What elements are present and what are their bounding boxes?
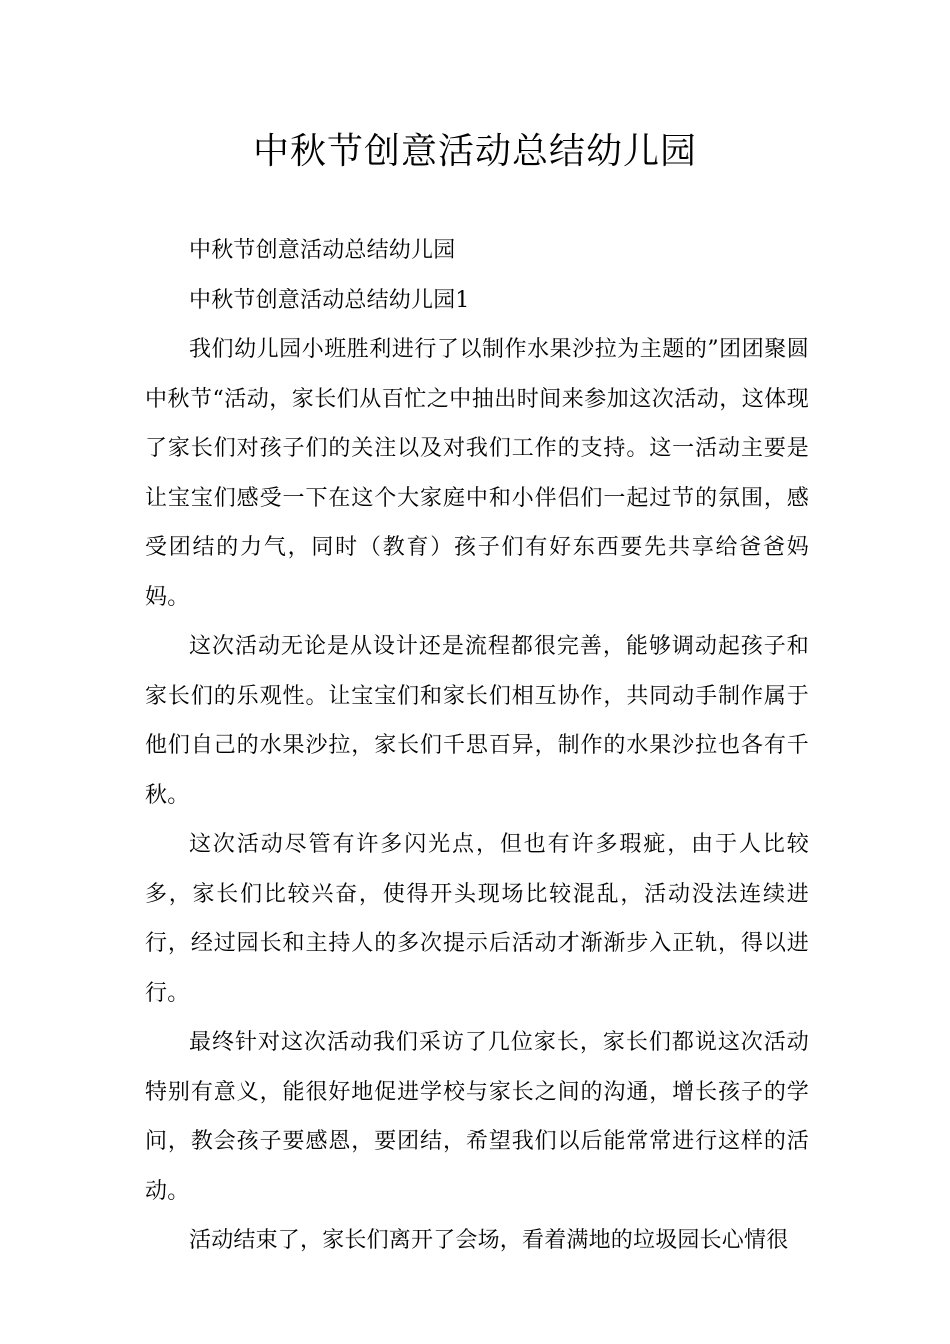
paragraph: 这次活动无论是从设计还是流程都很完善，能够调动起孩子和家长们的乐观性。让宝宝们和家长们相互协作，共同动手制作属于他们自己的水果沙拉，家长们千思百异，制作的水果沙拉也各有千秋。 <box>145 634 809 808</box>
paragraph-subtitle: 中秋节创意活动总结幼儿园 <box>189 238 456 263</box>
paragraph: 活动结束了，家长们离开了会场，看着满地的垃圾园长心情很 <box>189 1228 789 1253</box>
paragraph: 这次活动尽管有许多闪光点，但也有许多瑕疵，由于人比较多，家长们比较兴奋，使得开头现场比较混乱，活动没法连续进行，经过园长和主持人的多次提示后活动才渐渐步入正轨，得以进行。 <box>145 832 809 1006</box>
paragraph-section-heading: 中秋节创意活动总结幼儿园1 <box>189 287 470 313</box>
paragraph: 我们幼儿园小班胜利进行了以制作水果沙拉为主题的”团团聚圆中秋节“活动，家长们从百忙之中抽出时间来参加这次活动，这体现了家长们对孩子们的关注以及对我们工作的支持。这一活动主要是让宝宝们感受一下在这个大家庭中和小伴侣们一起过节的氛围，感受团结的力气，同时（教育）孩子们有好东西要先共享给爸爸妈妈。 <box>145 337 809 610</box>
paragraph: 最终针对这次活动我们采访了几位家长，家长们都说这次活动特别有意义，能很好地促进学校与家长之间的沟通，增长孩子的学问，教会孩子要感恩，要团结，希望我们以后能常常进行这样的活动。 <box>145 1030 809 1204</box>
document-title: 中秋节创意活动总结幼儿园 <box>252 131 697 172</box>
document-body <box>145 226 809 1266</box>
